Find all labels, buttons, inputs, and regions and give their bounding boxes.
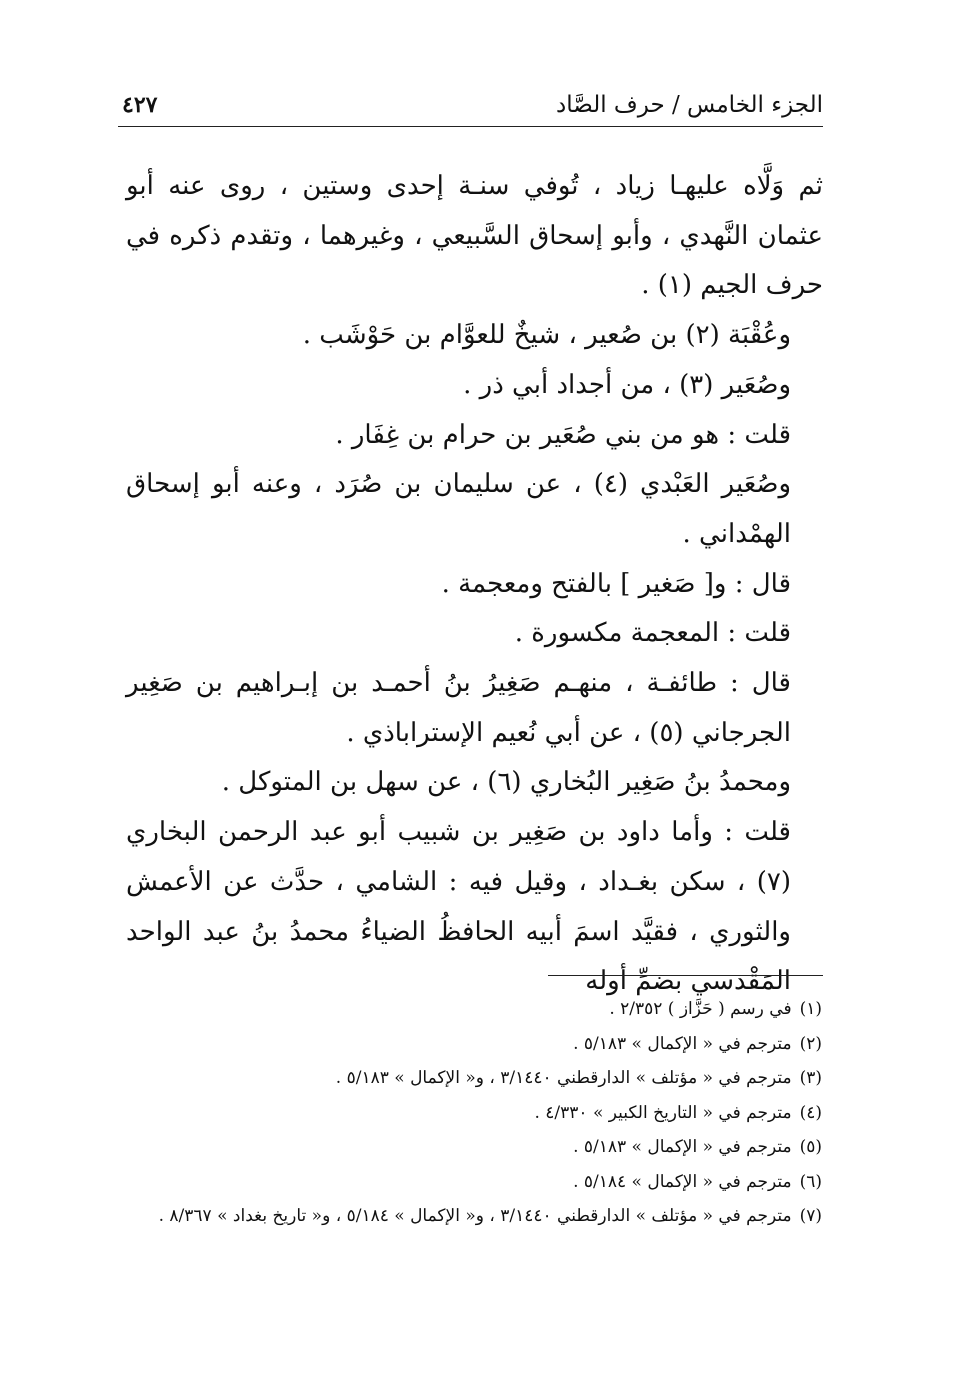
footnote-text: مترجم في « مؤتلف » الدارقطني ٣/١٤٤٠ ، و« الإكمال » ٥/١٨٤ ، و« تاريخ بغداد » ٨/٣٦٧ .: [158, 1206, 792, 1226]
footnote-text: في رسم ( حَزَّاز ) ٢/٣٥٢ .: [609, 999, 792, 1019]
footnote: [100, 1061, 822, 1096]
footnote-text: مترجم في « مؤتلف » الدارقطني ٣/١٤٤٠ ، و« الإكمال » ٥/١٨٣ .: [335, 1068, 792, 1088]
footnote: [100, 992, 822, 1027]
body-paragraph: ثم وَلَّاه عليهـا زياد ، تُوفي سنـة إحدى وستين ، روى عنه أبو عثمان النَّهدي ، وأبو إسحاق السَّبيعي ، وغيرهما ، وتقدم ذكره في حرف الجيم (١) .: [126, 171, 824, 301]
body-paragraph: وصُعَير العَبْدي (٤) ، عن سليمان بن صُرَد ، وعنه أبو إسحاق الهمْداني .: [126, 469, 792, 549]
footnote-mark: (٢): [799, 1033, 822, 1054]
footnote-text: مترجم في « الإكمال » ٥/١٨٣ .: [573, 1137, 792, 1157]
running-header: [118, 86, 823, 127]
body-paragraph: وصُعَير (٣) ، من أجداد أبي ذر .: [463, 369, 791, 400]
body-paragraph: قلت : هو من بني صُعَير بن حرام بن غِفَار .: [335, 419, 791, 450]
footnote-mark: (٥): [799, 1137, 822, 1157]
footnote-text: مترجم في « التاريخ الكبير » ٤/٣٣٠ .: [534, 1102, 792, 1123]
main-text: [126, 162, 823, 1007]
footnote-mark: (١): [799, 999, 822, 1019]
footnote-mark: (٧): [799, 1206, 822, 1226]
body-paragraph: قال : و[ صَغير ] بالفتح ومعجمة .: [441, 568, 791, 599]
footnote-separator: [548, 975, 823, 976]
footnote-text: مترجم في « الإكمال » ٥/١٨٣ .: [573, 1033, 792, 1054]
body-paragraph: قال : طائفـة ، منهـم صَغِيرُ بنُ أحمـد بن إبـراهيم بن صَغِير الجرجاني (٥) ، عن أبي نُعيم الإستراباذي .: [126, 668, 791, 748]
footnote-mark: (٣): [799, 1068, 822, 1088]
footnotes: [100, 992, 822, 1234]
footnote-text: مترجم في « الإكمال » ٥/١٨٤ .: [573, 1171, 792, 1192]
footnote: [100, 1165, 822, 1200]
footnote-mark: (٤): [799, 1102, 822, 1123]
footnote: [100, 1096, 822, 1131]
body-paragraph: قلت : وأما داود بن صَغِير بن شبيب أبو عبد الرحمن البخاري (٧) ، سكن بغـداد ، وقيل فيه : الشامي ، حدَّث عن الأعمش والثوري ، فقيَّد اسمَ أبيه الحافظُ الضياءُ محمدُ بنُ عبد الواحد المَقْدسي بضمِّ أوله: [126, 817, 791, 997]
body-paragraph: وعُقْبَة (٢) بن صُعير ، شيخٌ للعوَّام بن حَوْشَب .: [302, 320, 791, 351]
footnote: [100, 1199, 822, 1234]
page-number: ٤٢٧: [122, 92, 158, 118]
footnote: [100, 1130, 822, 1165]
footnote-mark: (٦): [799, 1171, 822, 1192]
body-paragraph: ومحمدُ بنُ صَغِير البُخاري (٦) ، عن سهل بن المتوكل .: [221, 767, 791, 798]
header-title: الجزء الخامس / حرف الصَّاد: [556, 92, 823, 118]
body-paragraph: قلت : المعجمة مكسورة .: [514, 618, 791, 649]
footnote: [100, 1027, 822, 1062]
